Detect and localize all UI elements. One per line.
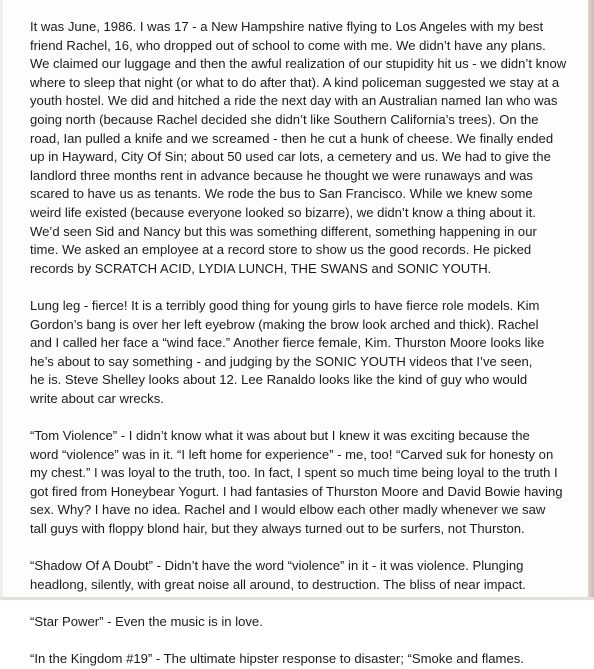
paragraph-arrival: It was June, 1986. I was 17 - a New Hampshire native flying to Los Angeles with my best friend Rachel, 16, who dropped out of school to come with me. We didn’t have any plans. We claimed our luggage and then the awful realization of our stupidity hit us - we didn’t know where to sleep that night (or what to do after that). A kind policeman suggested we stay at a youth hostel. We did and hitched a ride the next day with an Australian named Ian who was going north (because Rachel decided she didn’t like Southern California’s trees). On the road, Ian pulled a knife and we screamed - then he cut a hunk of cheese. We finally ended up in Hayward, City Of Sin; about 50 used car lots, a cemetery and us. We had to give the landlord three months rent in advance because he thought we were runaways and was scared to have us as tenants. We rode the bus to San Francisco. While we knew some weird life existed (because everyone looked so bizarre), we didn’t know a thing about it. We’d seen Sid and Nancy but this was something different, something happening in our time. We asked an employee at a record store to show us the good records. He picked records by SCRATCH ACID, LYDIA LUNCH, THE SWANS and SONIC YOUTH. <box>30 19 567 276</box>
page-right-edge <box>588 0 594 600</box>
paragraph-shadow-of-a-doubt: “Shadow Of A Doubt” - Didn’t have the word “violence” in it - it was violence. Plunging headlong, silently, with great noise all around, to destruction. The bliss of near impact. <box>30 558 526 592</box>
paragraph-star-power: “Star Power” - Even the music is in love. <box>30 614 263 629</box>
paragraph-lung-leg: Lung leg - fierce! It is a terribly good thing for young girls to have fierce role models. Kim Gordon’s bang is over her left eyebrow (making the brow look arched and thick). Rachel and I called her face a “wind face.” Another fierce female, Kim. Thurston Moore looks like he’s about to say something - and judging by the SONIC YOUTH videos that I’ve seen, he is. Steve Shelley looks about 12. Lee Ranaldo looks like the kind of guy who would write about car wrecks. <box>30 297 545 406</box>
paragraph-tom-violence: “Tom Violence” - I didn’t know what it was about but I knew it was exciting because the word “violence” was in it. “I left home for experience” - me, too! “Carved suk for honesty on my chest.” I was loyal to the truth, too. In fact, I spent so much time being loyal to the truth I got fired from Honeybear Yogurt. I had fantasies of Thurston Moore and David Bowie having sex. Why? I have no idea. Rachel and I would elbow each other madly whenever we saw tall guys with floppy blond hair, but they always turned out to be surfers, not Thurston. <box>30 428 563 537</box>
liner-notes-text <box>30 18 570 669</box>
page-left-edge <box>0 0 3 600</box>
paragraph-in-the-kingdom: “In the Kingdom #19” - The ultimate hipster response to disaster; “Smoke and flames. <box>30 651 524 667</box>
